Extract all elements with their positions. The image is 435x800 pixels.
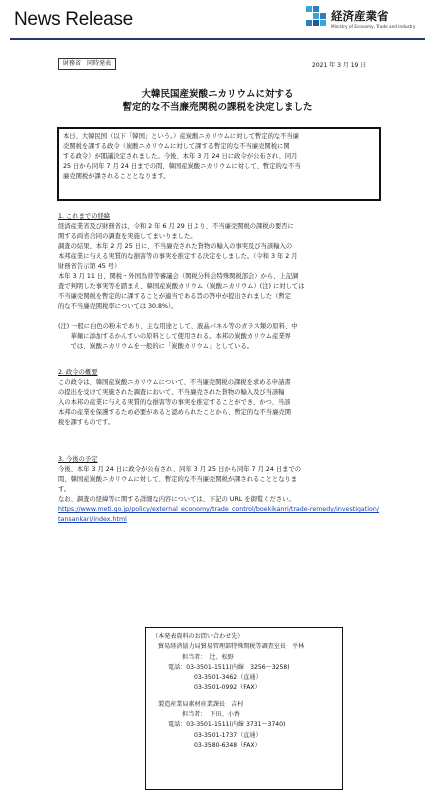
contact-direct-1: 03-3501-3462（直通）	[194, 674, 262, 682]
logo-text: 経済産業省	[331, 9, 389, 23]
section-line: 税を課すものです。	[58, 419, 115, 426]
investigation-url-link[interactable]: https://www.meti.go.jp/policy/external_economy/trade_control/boekikanri/trade-remedy/investigation/tansankari/index.html	[58, 506, 379, 523]
contact-fax-1: 03-3501-0992（FAX）	[194, 684, 261, 692]
section-line: 入の本邦の産業に与える実質的な損害等の事実を推定することができ、かつ、当該	[58, 399, 291, 406]
document-title-line-2: 暫定的な不当廉売関税の課税を決定しました	[122, 102, 313, 113]
joint-release-stamp: 財務省 同時発表	[58, 58, 116, 70]
section-background	[58, 212, 380, 312]
summary-line: 25 日から同年 7 月 24 日までの間、韓国産炭酸ニカリウムに対して、暫定的な不当	[63, 163, 301, 170]
meti-logo	[305, 5, 427, 37]
section-heading: 1. これまでの経緯	[58, 213, 111, 220]
section-line: 間、韓国産炭酸ニカリウムに対して、暫定的な不当廉売関税が課されることとなりま	[58, 476, 298, 483]
news-release-title: News Release	[14, 9, 133, 30]
summary-line: 本日、大韓民国（以下「韓国」という。）産炭酸ニカリウムに対して暫定的な不当廉	[63, 133, 300, 140]
contact-phone-1: 電話：03-3501-1511(内線 3256～3258)	[168, 663, 290, 671]
contact-dept-1: 貿易経済協力局貿易管理部特殊関税等調査室長 平林	[158, 643, 305, 651]
section-line: 本邦の産業を保護するため必要があると認められたことから、暫定的な不当廉売関	[58, 409, 291, 416]
section-line: 今後、本年 3 月 24 日に政令が公布され、同年 3 月 25 日から同年 7 月 24 日までの	[58, 466, 302, 473]
section-line: 的な不当廉売関税率については 30.8%）。	[58, 303, 178, 310]
section-line: 関する両省合同の調査を実施してまいりました。	[58, 233, 197, 240]
section-schedule	[58, 455, 380, 525]
release-date: 2021 年 3 月 19 日	[312, 62, 367, 69]
section-line: の提出を受けて実施された調査において、不当廉売された貨物の輸入及び当該輸	[58, 389, 285, 396]
note-line: では、炭酸ニカリウムを一般的に「炭酸カリウム」としている。	[58, 343, 254, 350]
logo-subtext: Ministry of Economy, Trade and Industry	[331, 24, 416, 29]
contact-phone-2: 電話：03-3501-1511(内線 3731～3740)	[168, 721, 286, 729]
meti-logo-icon	[305, 5, 327, 31]
header-rule	[10, 38, 425, 40]
summary-line: 売関税を課する政令（炭酸ニカリウムに対して課する暫定的な不当廉売関税に関	[63, 143, 290, 150]
contact-person-1: 担当者： 辻、松野	[182, 653, 234, 661]
section-heading: 3. 今後の予定	[58, 456, 98, 463]
section-line: す。	[58, 486, 71, 493]
section-heading: 2. 政令の概要	[58, 369, 98, 376]
section-line: 査で判明した事実等を踏まえ、韓国産炭酸カリウム（炭酸ニカリウム）(注) に対しては	[58, 283, 305, 290]
section-line: 財務省告示第 45 号）	[58, 263, 121, 270]
section-line: 本年 3 月 11 日、関税・外国為替等審議会（関税分科会特殊関税部会）から、上記調	[58, 273, 299, 280]
section-line: なお、調査の経緯等に関する詳細な内容については、下記の URL を御覧ください。	[58, 496, 295, 503]
section-line: 不当廉売関税を暫定的に課することが適当である旨の答申が提出されました（暫定	[58, 293, 291, 300]
summary-line: する政令）が閣議決定されました。今後、本年 3 月 24 日に政令が公布され、同月	[63, 153, 298, 160]
section-line: 調査の結果、本年 2 月 25 日に、不当廉売された貨物の輸入の事実及び当該輸入の	[58, 243, 293, 250]
note-line: (注) 一般に白色の粉末であり、主な用途として、液晶パネル等のガラス類の原料、中	[58, 323, 298, 330]
contact-box	[145, 627, 343, 790]
note-line: 華麺に添加するかんすいの原料として使用される。本邦の炭酸カリウム産業界	[58, 333, 291, 340]
summary-line: 廉売関税が課されることとなります。	[63, 173, 170, 180]
summary-box	[57, 127, 381, 201]
contact-dept-2: 製造産業局素材産業課長 吉村	[158, 700, 244, 708]
document-title-line-1: 大韓民国産炭酸ニカリウムに対する	[141, 89, 294, 100]
section-line: この政令は、韓国産炭酸ニカリウムについて、不当廉売関税の課税を求める申請書	[58, 379, 291, 386]
section-overview	[58, 368, 380, 428]
section-line: 経済産業省及び財務省は、令和 2 年 6 月 29 日より、不当廉売関税の課税の要否に	[58, 223, 294, 230]
note-block	[58, 322, 380, 352]
section-line: 本邦産業に与える実質的な損害等の事実を推定する決定をしました。（令和 3 年 2 月	[58, 253, 298, 260]
contact-fax-2: 03-3580-6348（FAX）	[194, 741, 261, 749]
contact-person-2: 担当者： 下田、小香	[182, 711, 240, 719]
contact-direct-2: 03-3501-1737（直通）	[194, 731, 262, 739]
contact-heading: （本発表資料のお問い合わせ先）	[152, 633, 244, 640]
